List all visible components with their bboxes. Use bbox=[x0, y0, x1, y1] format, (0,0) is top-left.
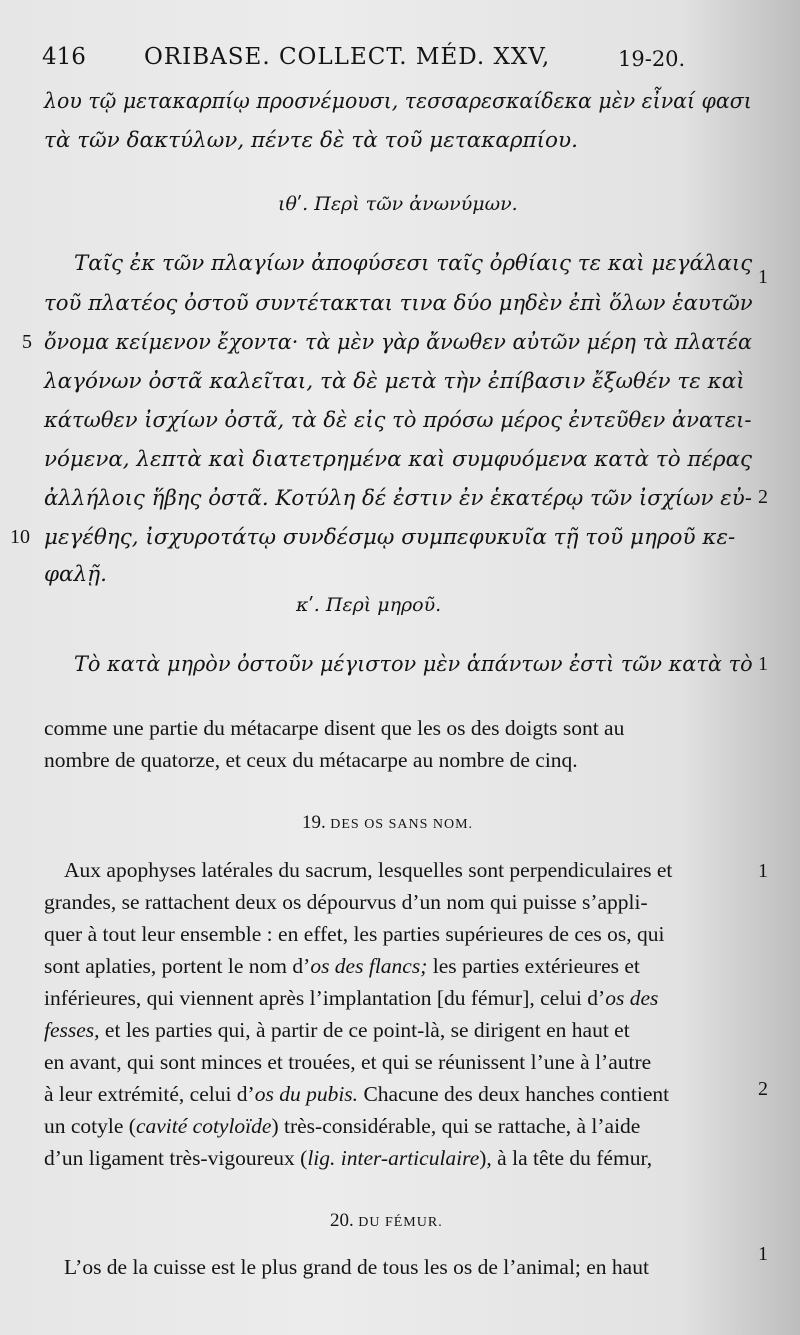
greek-line: Ταῖς ἐκ τῶν πλαγίων ἀποφύσεσι ταῖς ὀρθίαις τε καὶ μεγάλαις bbox=[74, 251, 753, 276]
greek-heading-19: ιθʹ. Περὶ τῶν ἀνωνύμων. bbox=[278, 193, 518, 215]
line-number: 5 bbox=[22, 331, 32, 353]
french-line bbox=[44, 1082, 669, 1107]
line-number: 10 bbox=[10, 526, 30, 548]
greek-line: μεγέθης, ἰσχυροτάτῳ συνδέσμῳ συμπεφυκυῖα τῇ τοῦ μηροῦ κε- bbox=[44, 525, 736, 550]
french-line bbox=[44, 922, 665, 947]
greek-line: τοῦ πλατέος ὀστοῦ συντέτακται τινα δύο μηδὲν ἐπὶ ὅλων ἑαυτῶν bbox=[44, 291, 753, 316]
greek-line: Τὸ κατὰ μηρὸν ὀστοῦν μέγιστον μὲν ἁπάντων ἐστὶ τῶν κατὰ τὸ bbox=[74, 652, 753, 677]
text-segment: grandes, se rattachent deux os dépourvus d’un nom qui puisse s’appli- bbox=[44, 890, 648, 914]
section-number: 2 bbox=[758, 486, 768, 508]
french-line bbox=[44, 954, 640, 979]
greek-line: ἀλλήλοις ἥβης ὀστᾶ. Κοτύλη δέ ἐστιν ἐν ἑκατέρῳ τῶν ἰσχίων εὐ- bbox=[44, 486, 752, 511]
text-segment: sont aplaties, portent le nom d’ bbox=[44, 954, 311, 978]
french-heading-20 bbox=[330, 1210, 443, 1232]
french-line bbox=[44, 890, 648, 915]
italic-term: cavité cotyloïde bbox=[135, 1114, 272, 1138]
italic-term: os du pubis. bbox=[254, 1082, 359, 1106]
text-segment: d’un ligament très-vigoureux ( bbox=[44, 1146, 308, 1170]
french-line: nombre de quatorze, et ceux du métacarpe au nombre de cinq. bbox=[44, 748, 578, 772]
text-segment: ) très-considérable, qui se rattache, à l’aide bbox=[271, 1114, 641, 1138]
text-segment: ), à la tête du fémur, bbox=[479, 1146, 653, 1170]
page-number: 416 bbox=[42, 44, 86, 70]
text-segment: quer à tout leur ensemble : en effet, les parties supérieures de ces os, qui bbox=[44, 922, 665, 946]
greek-line: νόμενα, λεπτὰ καὶ διατετρημένα καὶ συμφυόμενα κατὰ τὸ πέρας bbox=[44, 447, 753, 472]
french-heading-text: DES OS SANS NOM. bbox=[330, 817, 474, 832]
text-segment: Aux apophyses latérales du sacrum, lesquelles sont perpendiculaires et bbox=[64, 858, 673, 882]
text-segment: Chacune des deux hanches contient bbox=[358, 1082, 670, 1106]
italic-term: lig. inter-articulaire bbox=[307, 1146, 480, 1170]
french-line bbox=[44, 1018, 630, 1043]
greek-line: ὄνομα κείμενον ἔχοντα· τὰ μὲν γὰρ ἄνωθεν αὐτῶν μέρη τὰ πλατέα bbox=[44, 330, 753, 355]
french-line bbox=[44, 1146, 652, 1171]
section-number: 1 bbox=[758, 653, 768, 675]
french-heading-19 bbox=[302, 812, 473, 834]
greek-heading-20: κʹ. Περὶ μηροῦ. bbox=[296, 594, 442, 616]
section-range: 19-20. bbox=[618, 47, 686, 71]
french-line bbox=[64, 858, 672, 883]
text-segment: en avant, qui sont minces et trouées, et qui se réunissent l’une à l’autre bbox=[44, 1050, 652, 1074]
text-segment: à leur extrémité, celui d’ bbox=[44, 1082, 255, 1106]
text-segment: inférieures, qui viennent après l’implantation [du fémur], celui d’ bbox=[44, 986, 606, 1010]
section-number: 1 bbox=[758, 860, 768, 882]
greek-line: κάτωθεν ἰσχίων ὀστᾶ, τὰ δὲ εἰς τὸ πρόσω μέρος ἐντεῦθεν ἀνατει- bbox=[44, 408, 752, 433]
french-heading-number: 20. bbox=[330, 1210, 354, 1231]
italic-term: fesses, bbox=[44, 1018, 100, 1042]
section-number: 1 bbox=[758, 266, 768, 288]
greek-line: φαλῇ. bbox=[44, 562, 107, 587]
french-heading-number: 19. bbox=[302, 812, 326, 833]
section-number: 1 bbox=[758, 1243, 768, 1265]
text-segment: un cotyle ( bbox=[44, 1114, 136, 1138]
greek-line: τὰ τῶν δακτύλων, πέντε δὲ τὰ τοῦ μετακαρπίου. bbox=[44, 128, 578, 153]
french-line: comme une partie du métacarpe disent que les os des doigts sont au bbox=[44, 716, 625, 740]
italic-term: os des flancs; bbox=[310, 954, 428, 978]
italic-term: os des bbox=[605, 986, 659, 1010]
greek-line: λου τῷ μετακαρπίῳ προσνέμουσι, τεσσαρεσκαίδεκα μὲν εἶναί φασι bbox=[44, 89, 752, 114]
section-number: 2 bbox=[758, 1078, 768, 1100]
french-line bbox=[44, 986, 658, 1011]
greek-line: λαγόνων ὀστᾶ καλεῖται, τὰ δὲ μετὰ τὴν ἐπίβασιν ἔξωθέν τε καὶ bbox=[44, 369, 745, 394]
running-title: ORIBASE. COLLECT. MÉD. XXV, bbox=[144, 44, 551, 70]
french-line bbox=[44, 1114, 640, 1139]
french-line bbox=[44, 1050, 651, 1075]
french-heading-text: DU FÉMUR. bbox=[358, 1215, 443, 1230]
text-segment: et les parties qui, à partir de ce point-là, se dirigent en haut et bbox=[99, 1018, 630, 1042]
french-line: L’os de la cuisse est le plus grand de tous les os de l’animal; en haut bbox=[64, 1255, 649, 1279]
text-segment: les parties extérieures et bbox=[427, 954, 640, 978]
